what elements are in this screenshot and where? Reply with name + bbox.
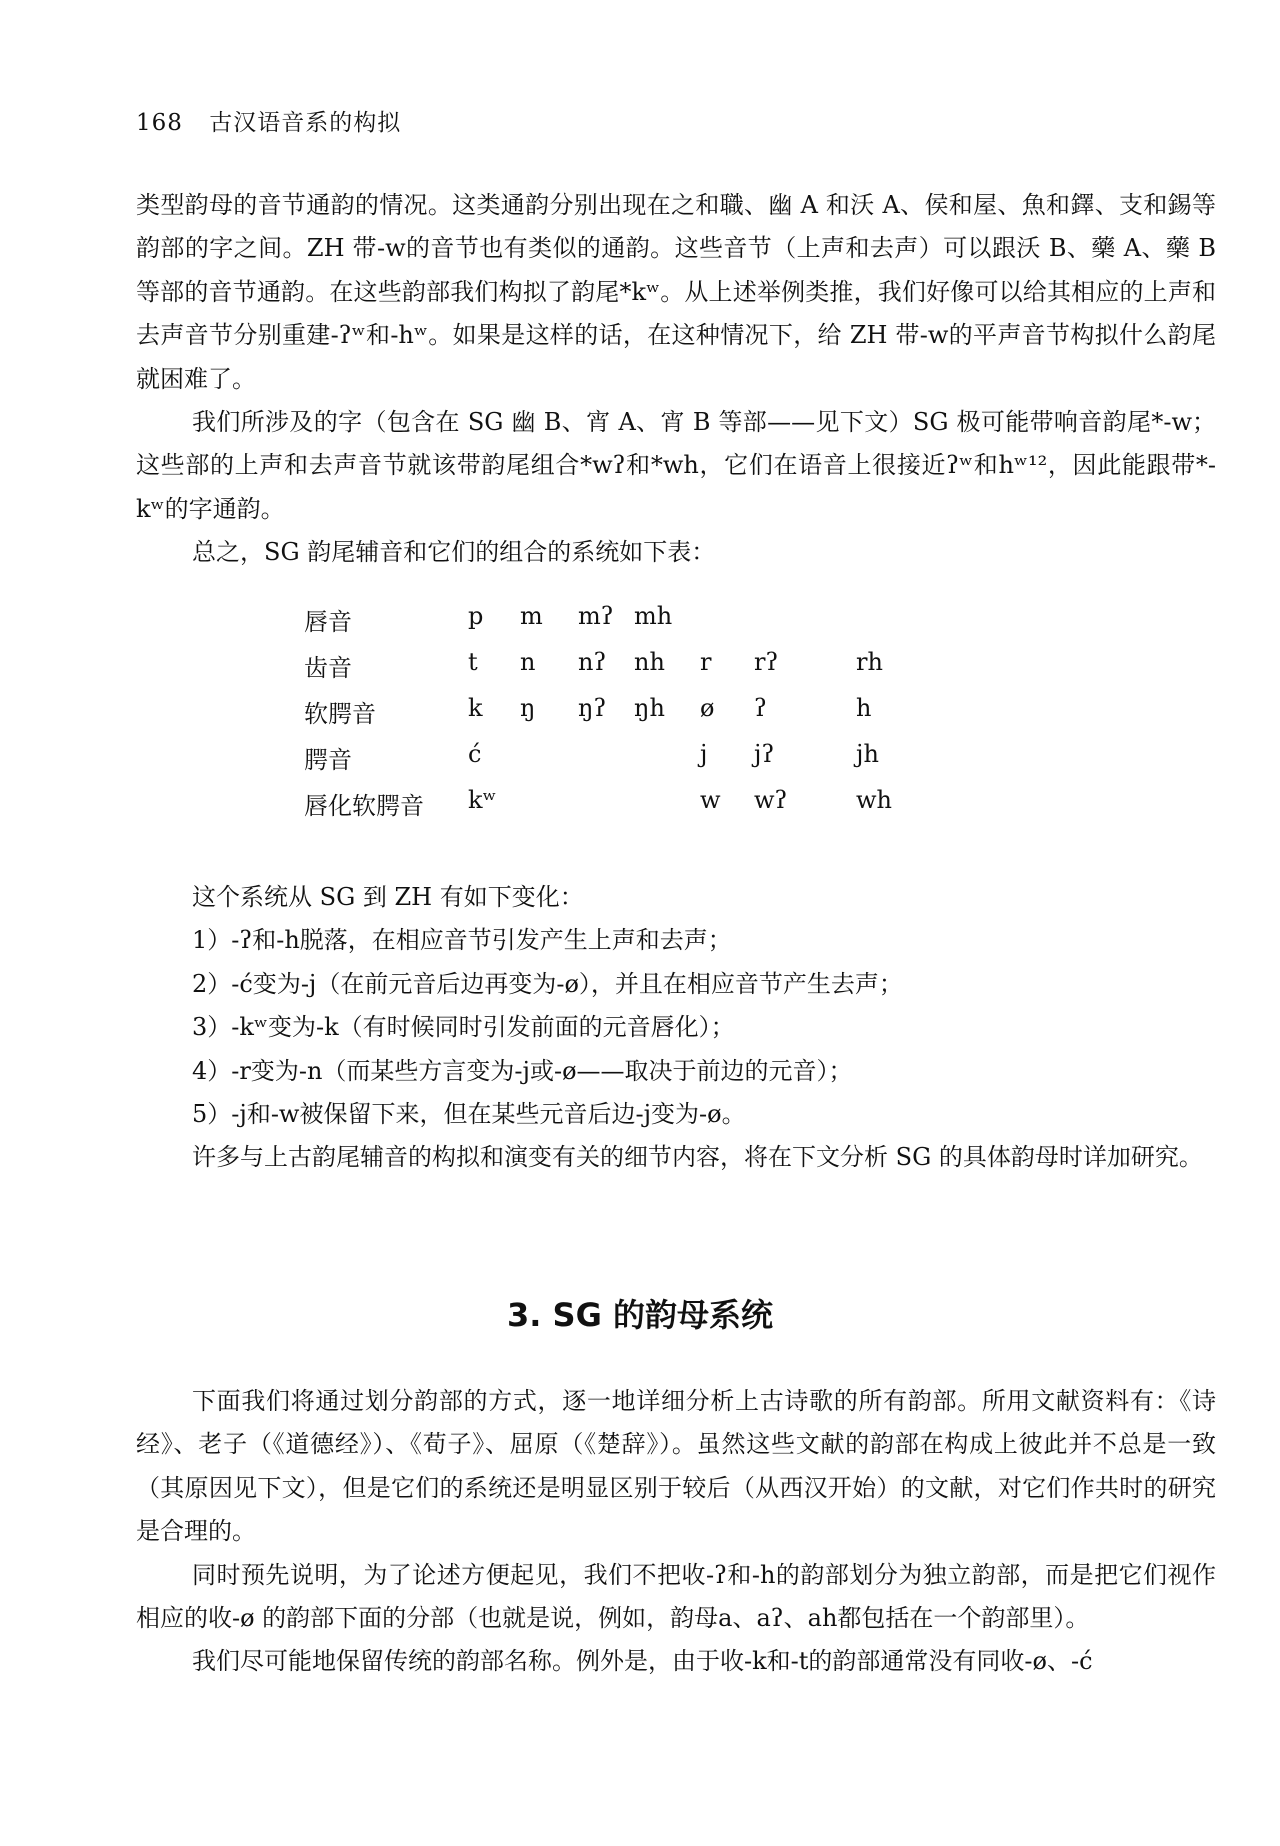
table-cell: mh: [634, 602, 673, 630]
paragraph: 总之，SG 韵尾辅音和它们的组合的系统如下表：: [192, 538, 716, 567]
table-cell: jʔ: [754, 740, 775, 768]
table-cell: n: [520, 648, 536, 676]
paragraph: 我们尽可能地保留传统的韵部名称。例外是，由于收-k和-t的韵部通常没有同收-ø、-ć: [192, 1647, 1093, 1676]
table-cell: wʔ: [754, 786, 788, 814]
table-cell: ŋʔ: [578, 694, 607, 722]
table-cell: w: [700, 786, 721, 814]
list-item: 2）-ć变为-j（在前元音后边再变为-ø），并且在相应音节产生去声；: [192, 969, 903, 998]
changes-block: [136, 876, 1216, 1180]
table-cell: t: [468, 648, 478, 676]
table-cell: m: [520, 602, 543, 630]
table-cell: ø: [700, 694, 715, 722]
table-cell: r: [700, 648, 712, 676]
paragraph: 我们所涉及的字（包含在 SG 幽 B、宵 A、宵 B 等部——见下文）SG 极可能带响音韵尾*-w；这些部的上声和去声音节就该带韵尾组合*wʔ和*wh，它们在语音上很接近ʔʷ和hʷ¹²，因此能跟带*-kʷ的字通韵。: [136, 408, 1216, 523]
list-item: 1）-ʔ和-h脱落，在相应音节引发产生上声和去声；: [192, 926, 732, 955]
table-cell: rh: [856, 648, 883, 676]
row-label: 腭音: [304, 746, 352, 774]
table-cell: nh: [634, 648, 665, 676]
body-text-top: [136, 184, 1216, 575]
section-body: [136, 1380, 1216, 1684]
list-item: 3）-kʷ变为-k（有时候同时引发前面的元音唇化）；: [192, 1013, 735, 1042]
table-cell: k: [468, 694, 483, 722]
table-cell: mʔ: [578, 602, 614, 630]
running-header: [136, 104, 401, 137]
list-item: 5）-j和-w被保留下来，但在某些元音后边-j变为-ø。: [192, 1100, 746, 1129]
running-title: 古汉语音系的构拟: [209, 110, 402, 136]
table-cell: kʷ: [468, 786, 497, 814]
row-label: 软腭音: [304, 700, 376, 728]
table-cell: wh: [856, 786, 892, 814]
table-cell: ʔ: [754, 694, 767, 722]
table-cell: ŋh: [634, 694, 665, 722]
row-label: 齿音: [304, 654, 352, 682]
paragraph: 下面我们将通过划分韵部的方式，逐一地详细分析上古诗歌的所有韵部。所用文献资料有：《诗经》、老子（《道德经》）、《荀子》、屈原（《楚辞》）。虽然这些文献的韵部在构成上彼此并不总是一致（其原因见下文），但是它们的系统还是明显区别于较后（从西汉开始）的文献，对它们作共时的研究是合理的。: [136, 1387, 1216, 1546]
paragraph: 同时预先说明，为了论述方便起见，我们不把收-ʔ和-h的韵部划分为独立韵部，而是把它们视作相应的收-ø 的韵部下面的分部（也就是说，例如，韵母a、aʔ、ah都包括在一个韵部里）。: [136, 1560, 1216, 1633]
list-item: 4）-r变为-n（而某些方言变为-j或-ø——取决于前边的元音）；: [192, 1056, 853, 1085]
table-cell: j: [700, 740, 708, 768]
table-cell: ŋ: [520, 694, 536, 722]
row-label: 唇音: [304, 608, 352, 636]
row-label: 唇化软腭音: [304, 792, 424, 820]
changes-intro: 这个系统从 SG 到 ZH 有如下变化：: [192, 883, 584, 911]
paragraph: 类型韵母的音节通韵的情况。这类通韵分别出现在之和職、幽 A 和沃 A、侯和屋、魚和鐸、支和錫等韵部的字之间。ZH 带-w的音节也有类似的通韵。这些音节（上声和去声）可以跟沃 B、藥 A、藥 B 等部的音节通韵。在这些韵部我们构拟了韵尾*kʷ。从上述举例类推，我们好像可以给其相应的上声和去声音节分别重建-ʔʷ和-hʷ。如果是这样的话，在这种情况下，给 ZH 带-w的平声音节构拟什么韵尾就困难了。: [136, 191, 1216, 393]
table-cell: nʔ: [578, 648, 607, 676]
section-heading: 3. SG 的韵母系统: [506, 1296, 774, 1334]
table-cell: jh: [856, 740, 879, 768]
table-cell: p: [468, 602, 484, 630]
paragraph: 许多与上古韵尾辅音的构拟和演变有关的细节内容，将在下文分析 SG 的具体韵母时详加研究。: [192, 1143, 1203, 1172]
page-number: 168: [136, 110, 183, 136]
table-cell: ć: [468, 740, 482, 768]
table-cell: rʔ: [754, 648, 779, 676]
table-cell: h: [856, 694, 872, 722]
